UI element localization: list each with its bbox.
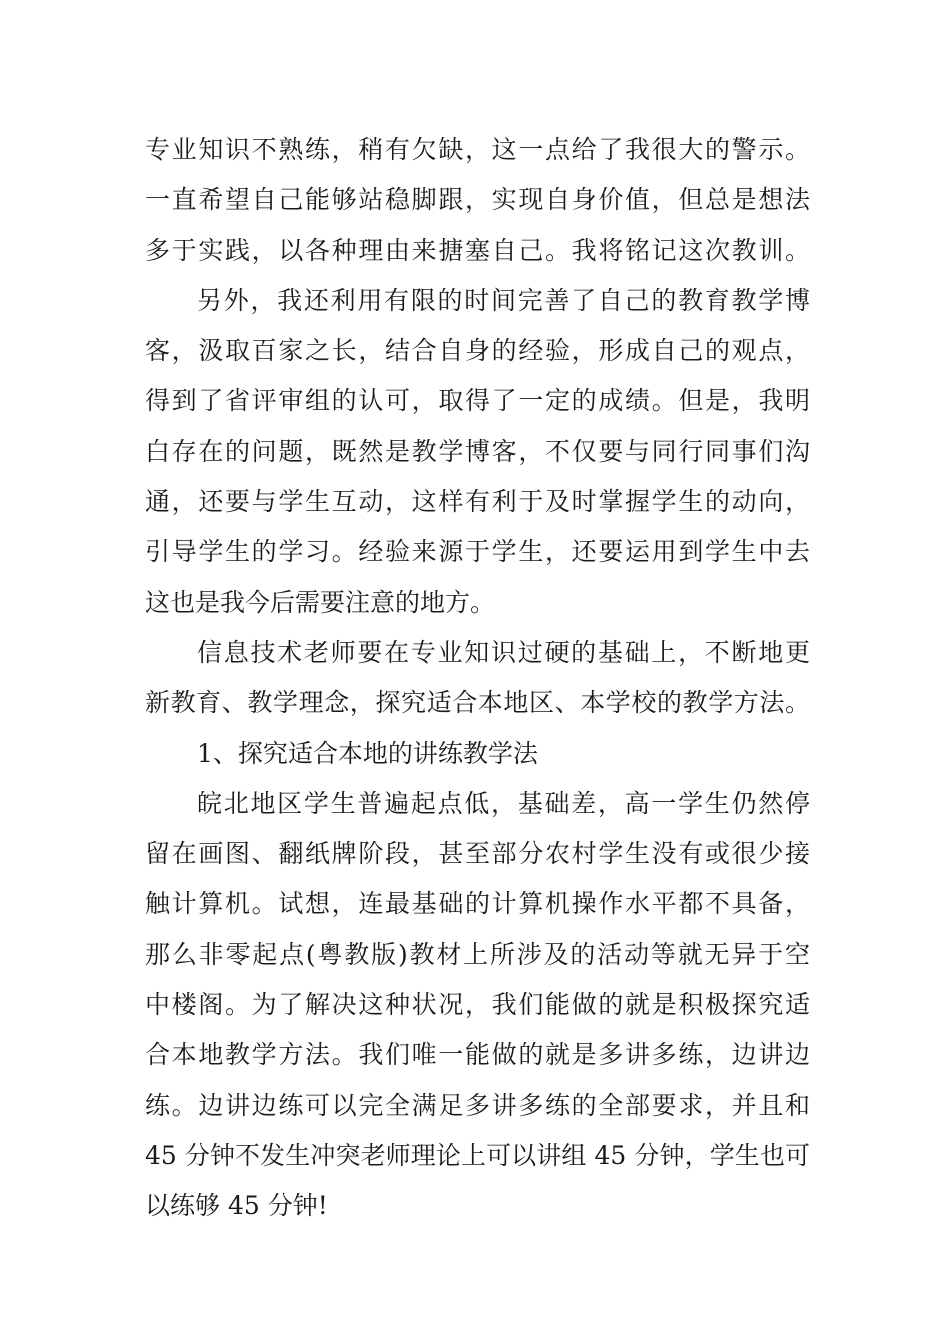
text-line: 通，还要与学生互动，这样有利于及时掌握学生的动向，	[145, 487, 810, 517]
text-line: 另外，我还利用有限的时间完善了自己的教育教学博	[197, 285, 810, 315]
text-line: 45 分钟不发生冲突老师理论上可以讲组 45 分钟，学生也可	[145, 1140, 810, 1170]
text-line: 多于实践，以各种理由来搪塞自己。我将铭记这次教训。	[145, 235, 810, 265]
text-line: 信息技术老师要在专业知识过硬的基础上，不断地更	[197, 637, 810, 667]
text-line: 留在画图、翻纸牌阶段，甚至部分农村学生没有或很少接	[145, 839, 810, 869]
text-line: 皖北地区学生普遍起点低，基础差，高一学生仍然停	[197, 788, 810, 818]
text-line: 中楼阁。为了解决这种状况，我们能做的就是积极探究适	[145, 990, 810, 1020]
text-line: 客，汲取百家之长，结合自身的经验，形成自己的观点，	[145, 336, 810, 366]
text-line: 那么非零起点(粤教版)教材上所涉及的活动等就无异于空	[145, 939, 810, 969]
text-line: 专业知识不熟练，稍有欠缺，这一点给了我很大的警示。	[145, 135, 810, 164]
text-line: 白存在的问题，既然是教学博客，不仅要与同行同事们沟	[145, 436, 810, 466]
text-line: 得到了省评审组的认可，取得了一定的成绩。但是，我明	[145, 386, 810, 416]
text-line: 以练够 45 分钟!	[145, 1191, 328, 1221]
document-page	[145, 125, 810, 1232]
text-line: 引导学生的学习。经验来源于学生，还要运用到学生中去	[145, 537, 810, 567]
text-line: 这也是我今后需要注意的地方。	[145, 587, 496, 617]
text-line: 触计算机。试想，连最基础的计算机操作水平都不具备，	[145, 889, 810, 919]
text-line: 一直希望自己能够站稳脚跟，实现自身价值，但总是想法	[145, 185, 810, 215]
text-line: 练。边讲边练可以完全满足多讲多练的全部要求，并且和	[145, 1090, 810, 1120]
text-line: 新教育、教学理念，探究适合本地区、本学校的教学方法。	[145, 688, 810, 718]
section-heading: 1、探究适合本地的讲练教学法	[197, 738, 538, 768]
text-line: 合本地教学方法。我们唯一能做的就是多讲多练，边讲边	[145, 1040, 810, 1070]
